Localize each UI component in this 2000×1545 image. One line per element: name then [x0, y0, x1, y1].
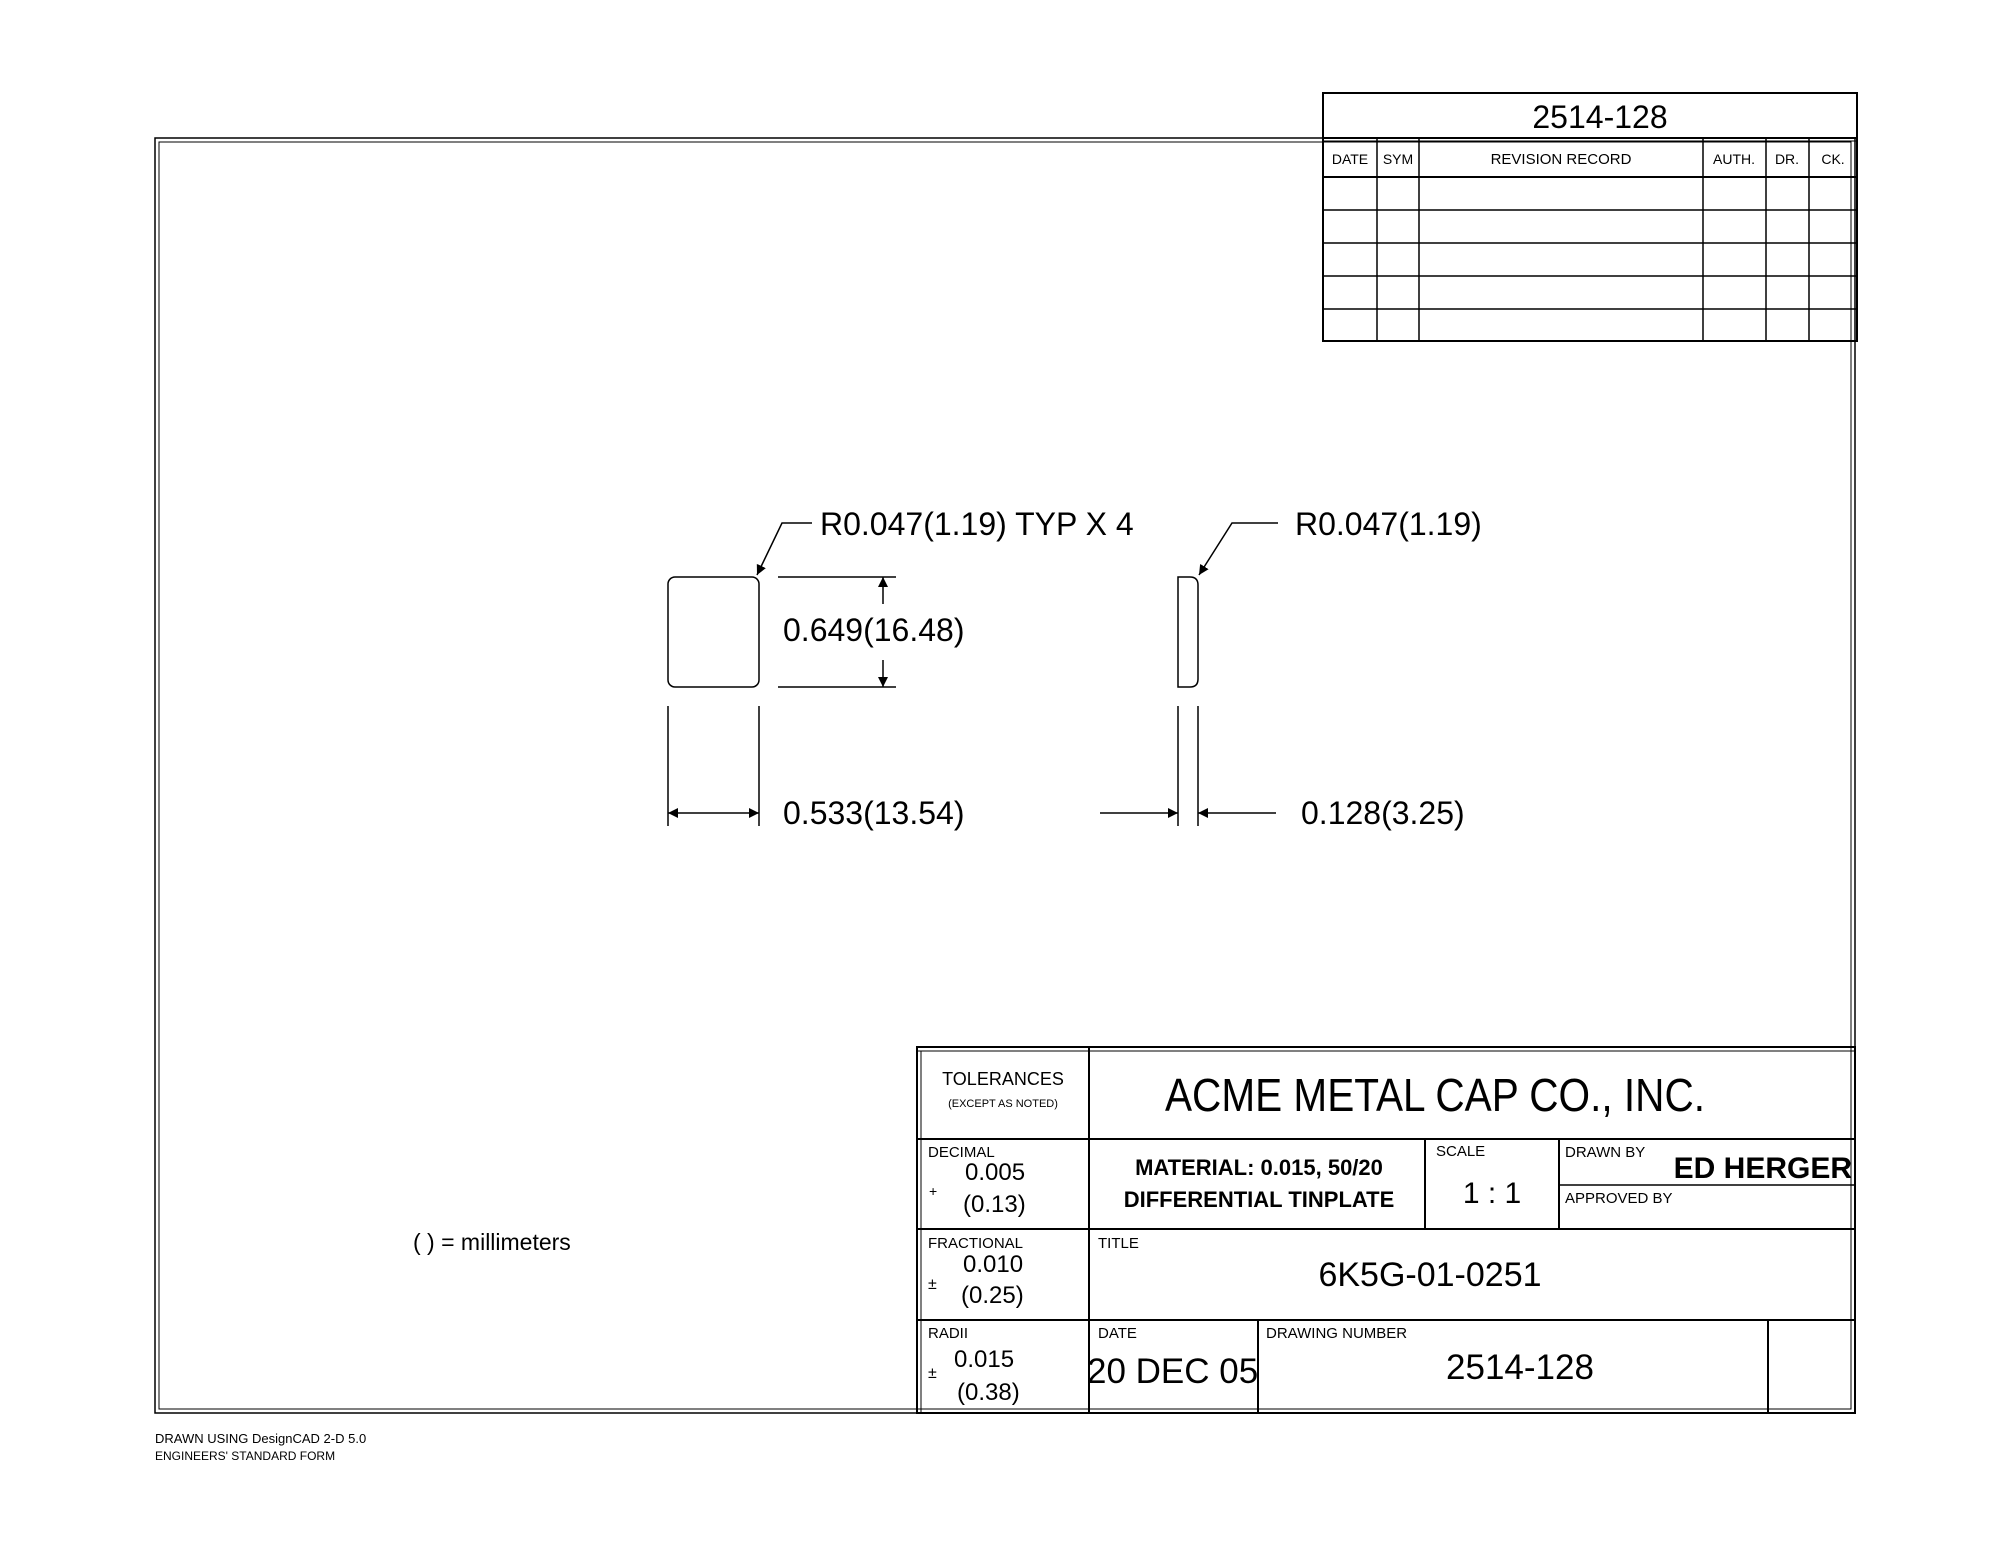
revision-block	[1323, 93, 1857, 341]
front-radius-leader	[757, 523, 812, 575]
fractional-mm: (0.25)	[961, 1282, 1024, 1309]
title-label: TITLE	[1098, 1235, 1139, 1252]
decimal-sign: +	[929, 1183, 938, 1199]
date-label: DATE	[1098, 1325, 1137, 1342]
drawn-by-label: DRAWN BY	[1565, 1144, 1646, 1161]
material-line2: DIFFERENTIAL TINPLATE	[1123, 1187, 1395, 1212]
side-radius-note: R0.047(1.19)	[1295, 506, 1482, 542]
rev-header-revision-record: REVISION RECORD	[1490, 151, 1632, 168]
sheet-border	[155, 138, 1855, 1413]
tolerances-label: TOLERANCES	[942, 1069, 1064, 1089]
revision-block-number: 2514-128	[1532, 99, 1668, 135]
title-value: 6K5G-01-0251	[1318, 1256, 1542, 1294]
fractional-sign: ±	[928, 1276, 937, 1293]
decimal-label: DECIMAL	[928, 1144, 995, 1161]
thickness-dimension: 0.128(3.25)	[1301, 795, 1465, 831]
footer-line2: ENGINEERS' STANDARD FORM	[155, 1449, 336, 1463]
scale-label: SCALE	[1436, 1143, 1486, 1160]
side-view-outline	[1178, 577, 1198, 687]
width-dimension: 0.533(13.54)	[783, 795, 965, 831]
tolerances-sub: (EXCEPT AS NOTED)	[948, 1098, 1058, 1110]
company-name: ACME METAL CAP CO., INC.	[1165, 1069, 1705, 1121]
side-radius-leader	[1199, 523, 1278, 575]
radii-sign: ±	[928, 1365, 937, 1382]
front-view-outline	[668, 577, 759, 687]
units-note: ( ) = millimeters	[413, 1229, 571, 1255]
radii-label: RADII	[928, 1325, 969, 1342]
drawing-number-value: 2514-128	[1446, 1348, 1594, 1387]
material-line1: MATERIAL: 0.015, 50/20	[1135, 1155, 1383, 1180]
drawing-number-label: DRAWING NUMBER	[1266, 1325, 1408, 1342]
title-block	[917, 1047, 1855, 1413]
side-view	[1100, 506, 1482, 831]
fractional-value: 0.010	[963, 1251, 1024, 1278]
rev-header-ck: CK.	[1821, 151, 1845, 167]
rev-header-date: DATE	[1331, 151, 1369, 167]
front-view	[668, 506, 1134, 831]
date-value: 20 DEC 05	[1087, 1352, 1259, 1391]
fractional-label: FRACTIONAL	[928, 1235, 1024, 1252]
rev-header-auth: AUTH.	[1713, 151, 1755, 167]
drawn-by-value: ED HERGER	[1673, 1152, 1852, 1185]
rev-header-sym: SYM	[1382, 151, 1414, 167]
radii-mm: (0.38)	[957, 1379, 1020, 1406]
approved-by-label: APPROVED BY	[1565, 1190, 1673, 1207]
front-radius-note: R0.047(1.19) TYP X 4	[820, 506, 1134, 542]
footer-line1: DRAWN USING DesignCAD 2-D 5.0	[155, 1431, 367, 1446]
scale-value: 1 : 1	[1462, 1177, 1522, 1210]
rev-header-dr: DR.	[1774, 151, 1800, 167]
decimal-mm: (0.13)	[963, 1191, 1026, 1218]
decimal-value: 0.005	[965, 1159, 1026, 1186]
radii-value: 0.015	[954, 1346, 1015, 1373]
height-dimension: 0.649(16.48)	[783, 612, 965, 648]
